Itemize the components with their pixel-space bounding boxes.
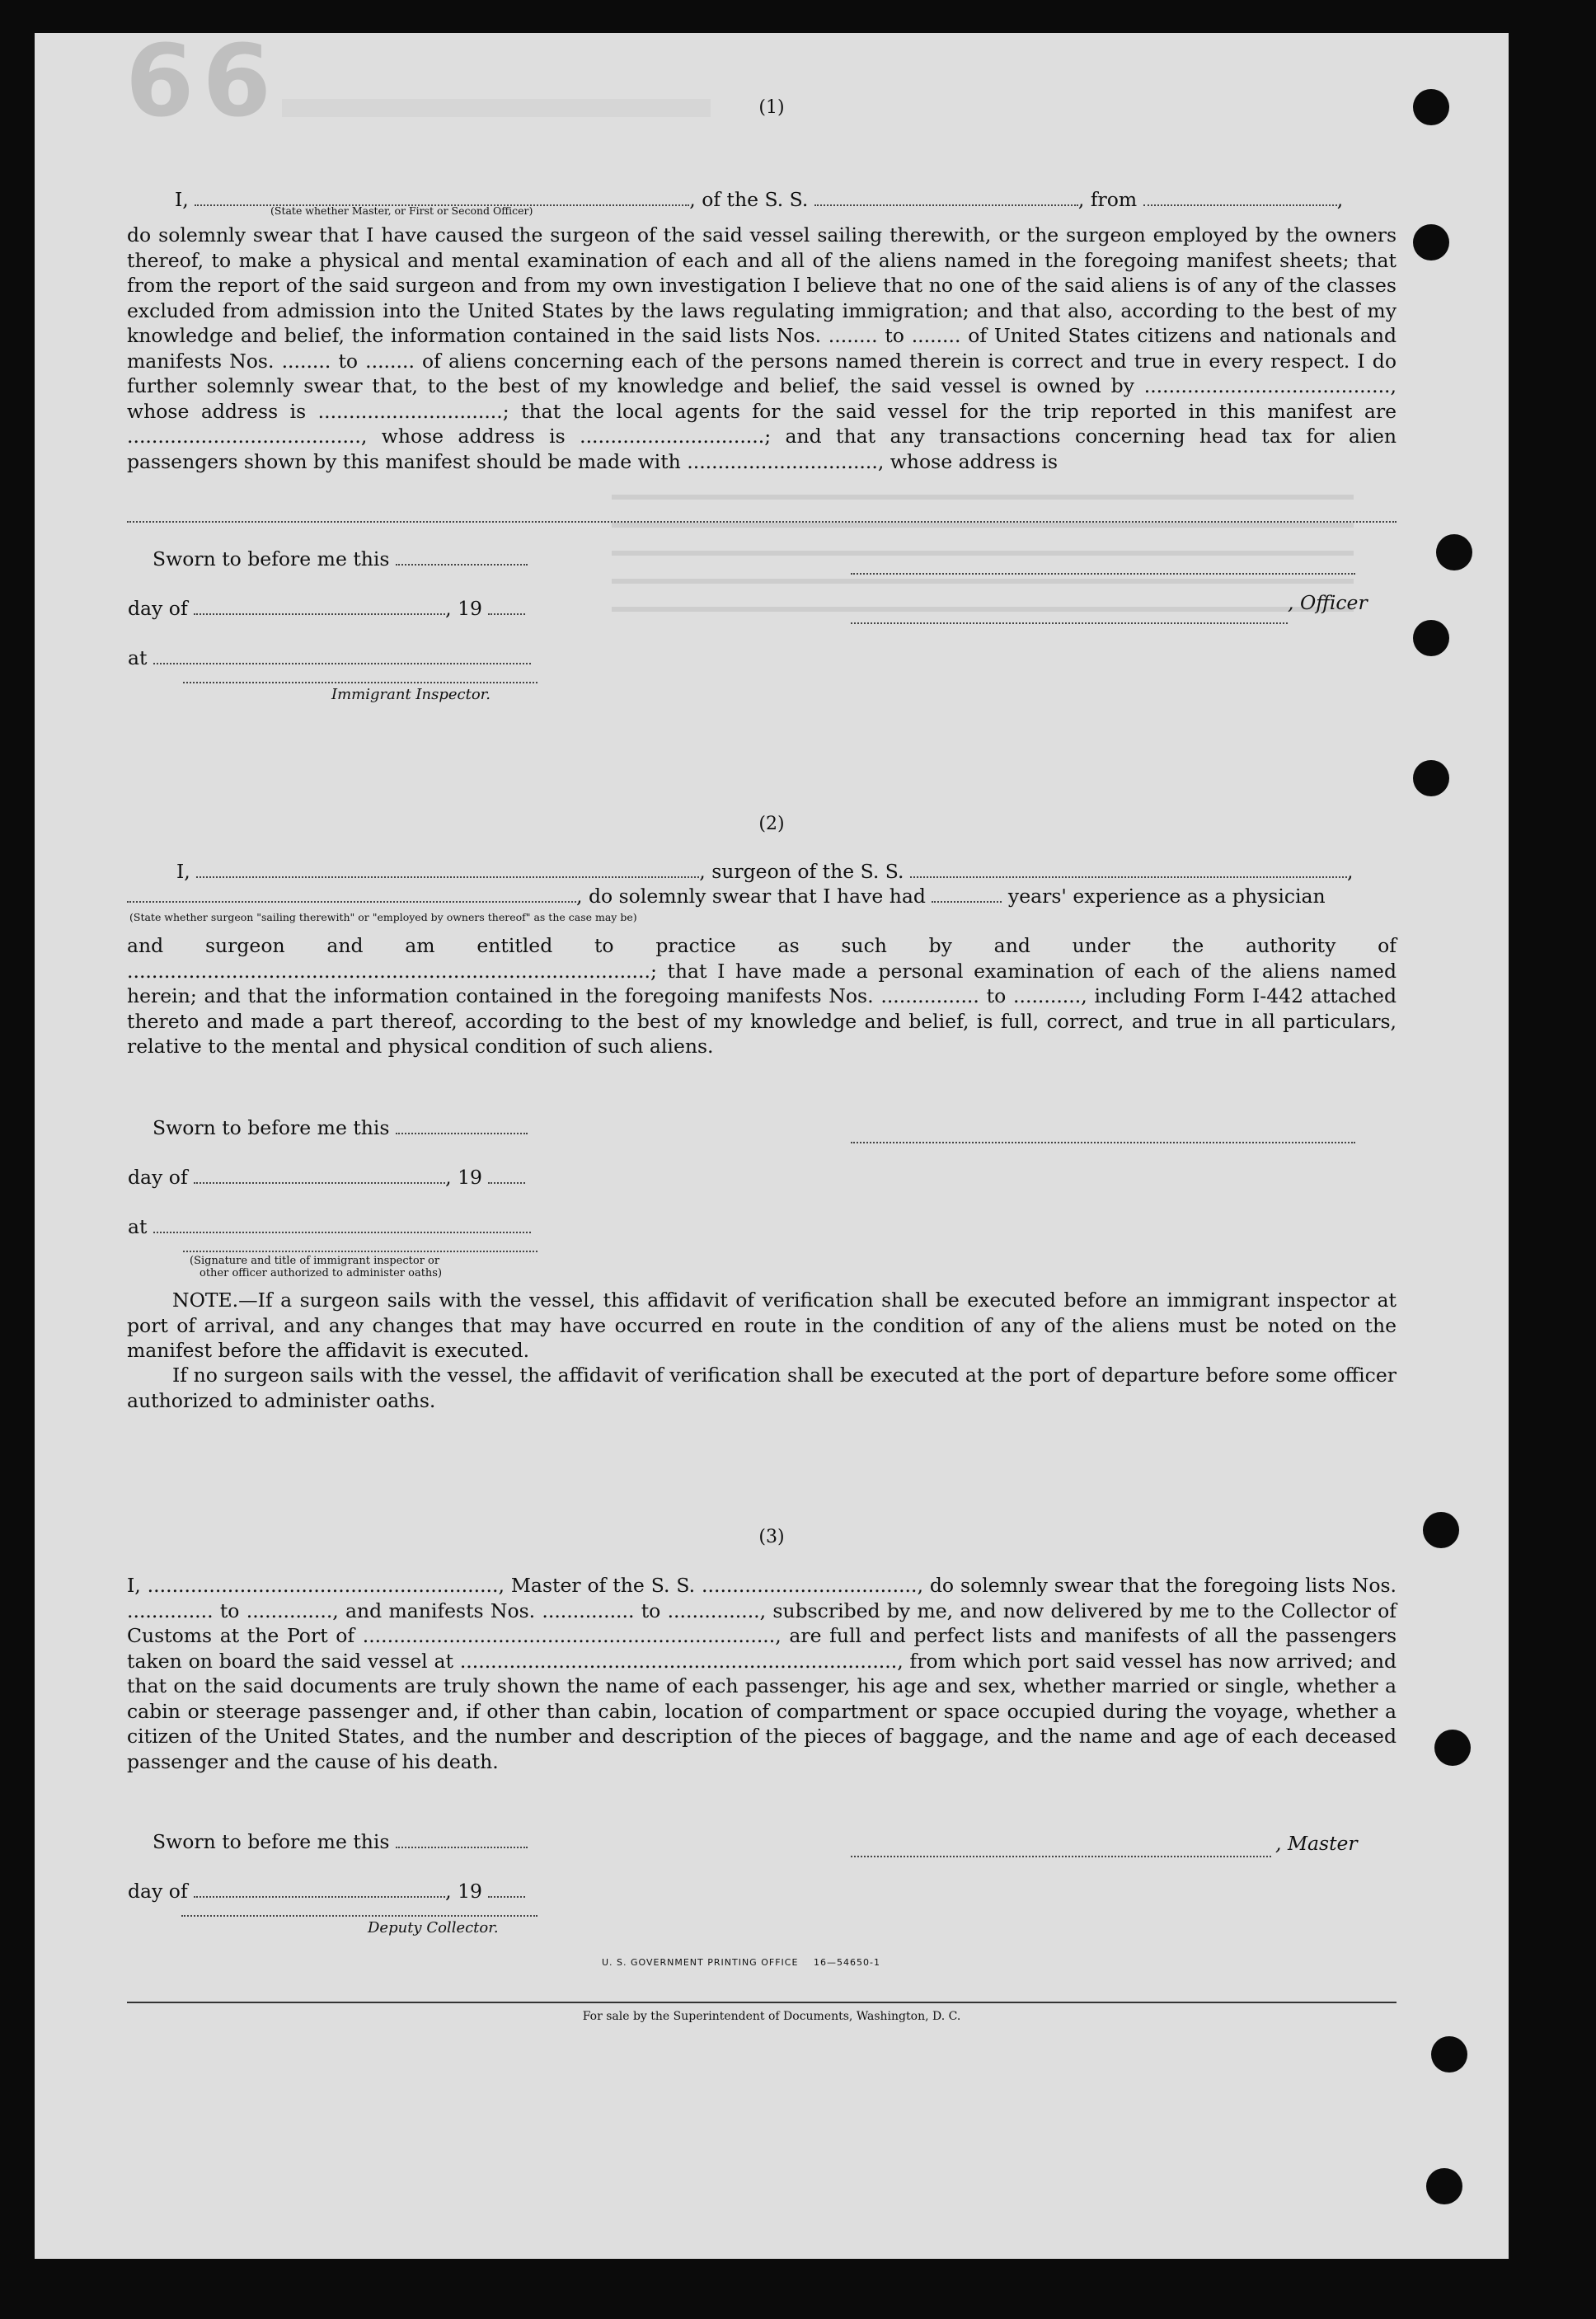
- at-label: at: [128, 646, 148, 669]
- vessel-name-field: [814, 190, 1078, 206]
- section-2-day-line: [128, 1166, 525, 1189]
- form-number: 16—54650-1: [814, 1957, 880, 1968]
- sworn-label-3: Sworn to before me this: [153, 1830, 390, 1853]
- surgeon-vessel-field: [910, 861, 1347, 878]
- day-of-label-2: day of: [128, 1166, 188, 1189]
- sworn-date-field: [396, 549, 528, 566]
- binder-hole-2: [1413, 224, 1449, 261]
- surgeon-signature-line: [851, 1142, 1355, 1143]
- sworn-label: Sworn to before me this: [153, 547, 390, 570]
- bleed-through-typed-entries: [612, 495, 1354, 635]
- port-from-field: [1143, 190, 1337, 206]
- day-month-field-3: [194, 1881, 445, 1898]
- gpo-imprint: U. S. GOVERNMENT PRINTING OFFICE: [602, 1957, 799, 1968]
- signature-caption-2: other officer authorized to administer oaths): [200, 1267, 443, 1279]
- binder-hole-8: [1431, 2036, 1467, 2073]
- at-place-field: [153, 648, 531, 664]
- inspector-signature-line-2: [183, 1251, 537, 1252]
- sale-notice: For sale by the Superintendent of Documents, Washington, D. C.: [582, 2010, 961, 2023]
- section-2-heading: (2): [758, 814, 785, 834]
- officer-i-label: I,: [175, 188, 189, 211]
- binder-hole-9: [1426, 2168, 1462, 2204]
- years-label: years' experience as a physician: [1007, 885, 1326, 908]
- deputy-collector-caption: Deputy Collector.: [368, 1919, 499, 1936]
- section-3-sworn-line: [153, 1830, 528, 1853]
- section-1-heading: (1): [758, 97, 785, 118]
- binder-hole-1: [1413, 89, 1449, 125]
- section-2-sworn-line: [153, 1116, 528, 1139]
- sworn-date-field-2: [396, 1118, 528, 1134]
- inspector-signature-line: [183, 682, 537, 683]
- section-2-surgeon-line: I, , surgeon of the S. S. ,: [176, 860, 1354, 883]
- section-2-at-line: [128, 1215, 531, 1238]
- year-label: , 19: [445, 597, 482, 620]
- officer-signature-line-2: [851, 622, 1288, 624]
- surgeon-swear-label: , do solemnly swear that I have had: [576, 885, 926, 908]
- sworn-label-2: Sworn to before me this: [153, 1116, 390, 1139]
- section-1-sworn-line: [153, 547, 528, 570]
- year-field: [488, 599, 525, 615]
- master-caption: [1275, 1832, 1358, 1855]
- year-field-3: [488, 1881, 525, 1898]
- section-1-day-line: [128, 597, 525, 620]
- bleed-through-stamp-number: 66: [125, 25, 279, 139]
- at-place-field-2: [153, 1217, 531, 1233]
- section-3-heading: (3): [758, 1527, 785, 1547]
- signature-caption-1: (Signature and title of immigrant inspector or: [190, 1255, 440, 1267]
- binder-hole-7: [1434, 1730, 1471, 1766]
- day-of-label-3: day of: [128, 1880, 188, 1903]
- note-paragraph-2: If no surgeon sails with the vessel, the affidavit of verification shall be executed at the port of departure before some officer authorized to administer oaths.: [127, 1364, 1396, 1412]
- section-1-at-line: [128, 646, 531, 669]
- master-signature-line: [851, 1856, 1271, 1857]
- surgeon-of-label: , surgeon of the S. S.: [699, 860, 904, 883]
- year-label-3: , 19: [445, 1880, 482, 1903]
- year-field-2: [488, 1167, 525, 1184]
- section-3-day-line: [128, 1880, 525, 1903]
- footer-rule: [127, 2002, 1396, 2003]
- day-month-field-2: [194, 1167, 445, 1184]
- surgeon-status-field: [127, 886, 576, 903]
- section-1-address-line: [127, 521, 1396, 523]
- inspector-caption: Immigrant Inspector.: [331, 686, 491, 703]
- day-of-label: day of: [128, 597, 188, 620]
- section-2-swear-line: [127, 885, 1326, 908]
- master-label: , Master: [1275, 1832, 1358, 1855]
- binder-hole-6: [1423, 1512, 1459, 1548]
- collector-signature-line: [181, 1915, 537, 1917]
- binder-hole-5: [1413, 760, 1449, 796]
- officer-rank-caption: (State whether Master, or First or Second Officer): [270, 204, 533, 217]
- officer-name-field: [195, 190, 689, 206]
- form-sheet: [35, 25, 1509, 2259]
- section-3-oath-text: I, ........................................................., Master of the S. S. ..................................., do solemnly swear that the foregoing lists Nos. .............. to .............., and manifests Nos. ............... to ..............., subscribed by me, and now delivered by me to the Collector of Customs at the Port of ..................................................................., are full and perfect lists and manifests of all the passengers taken on board the said vessel at ......................................................................., from which port said vessel has now arrived; and that on the said documents are truly shown the name of each passenger, his age and sex, whether married or single, whether a cabin or steerage passenger and, if other than cabin, location of compartment or space occupied during the voyage, whether a citizen of the United States, and the number and description of the pieces of baggage, and the name and age of each deceased passenger and the cause of his death.: [127, 1574, 1396, 1773]
- binder-hole-3: [1436, 534, 1472, 570]
- year-label-2: , 19: [445, 1166, 482, 1189]
- section-2-oath-text: and surgeon and am entitled to practice as such by and under the authority of .....................................................................................; that I have made a personal examination of each of the aliens named herein; and that the information contained in the foregoing manifests Nos. ................ to ..........., including Form I-442 attached thereto and made a part thereof, according to the best of my knowledge and belief, is full, correct, and true in all particulars, relative to the mental and physical condition of such aliens.: [127, 934, 1396, 1058]
- years-experience-field: [932, 886, 1002, 903]
- officer-signature-line: [851, 573, 1355, 575]
- at-label-2: at: [128, 1215, 148, 1238]
- day-month-field: [194, 599, 445, 615]
- section-1-officer-line: I, , of the S. S. , from ,: [175, 188, 1344, 211]
- from-label: , from: [1077, 188, 1138, 211]
- surgeon-i-label: I,: [176, 860, 190, 883]
- note-paragraph-1: NOTE.—If a surgeon sails with the vessel, this affidavit of verification shall be executed before an immigrant inspector at port of arrival, and any changes that may have occurred en route in the condition of any of the aliens must be noted on the manifest before the affidavit is executed.: [127, 1289, 1396, 1362]
- surgeon-status-caption: (State whether surgeon "sailing therewith" or "employed by owners thereof" as the case may be): [129, 911, 637, 923]
- surgeon-name-field: [196, 861, 699, 878]
- section-1-oath-text: do solemnly swear that I have caused the surgeon of the said vessel sailing therewith, or the surgeon employed by the owners thereof, to make a physical and mental examination of each and all of the aliens named in the foregoing manifest sheets; that from the report of the said surgeon and from my own investigation I believe that no one of the said aliens is of any of the classes excluded from admission into the United States by the laws regulating immigration; and that also, according to the best of my knowledge and belief, the information contained in the said lists Nos. ........ to ........ of United States citizens and nationals and manifests Nos. ........ to ........ of aliens concerning each of the persons named therein is correct and true in every respect. I do further solemnly swear that, to the best of my knowledge and belief, the said vessel is owned by ........................................, whose address is ..............................; that the local agents for the said vessel for the trip reported in this manifest are ......................................, whose address is ..............................; and that any transactions concerning head tax for alien passengers shown by this manifest should be made with ..............................., whose address is: [127, 223, 1396, 473]
- sworn-date-field-3: [396, 1832, 528, 1848]
- binder-hole-4: [1413, 620, 1449, 656]
- officer-label: , Officer: [1288, 591, 1368, 614]
- officer-caption: [1288, 591, 1368, 614]
- of-ss-label: , of the S. S.: [689, 188, 809, 211]
